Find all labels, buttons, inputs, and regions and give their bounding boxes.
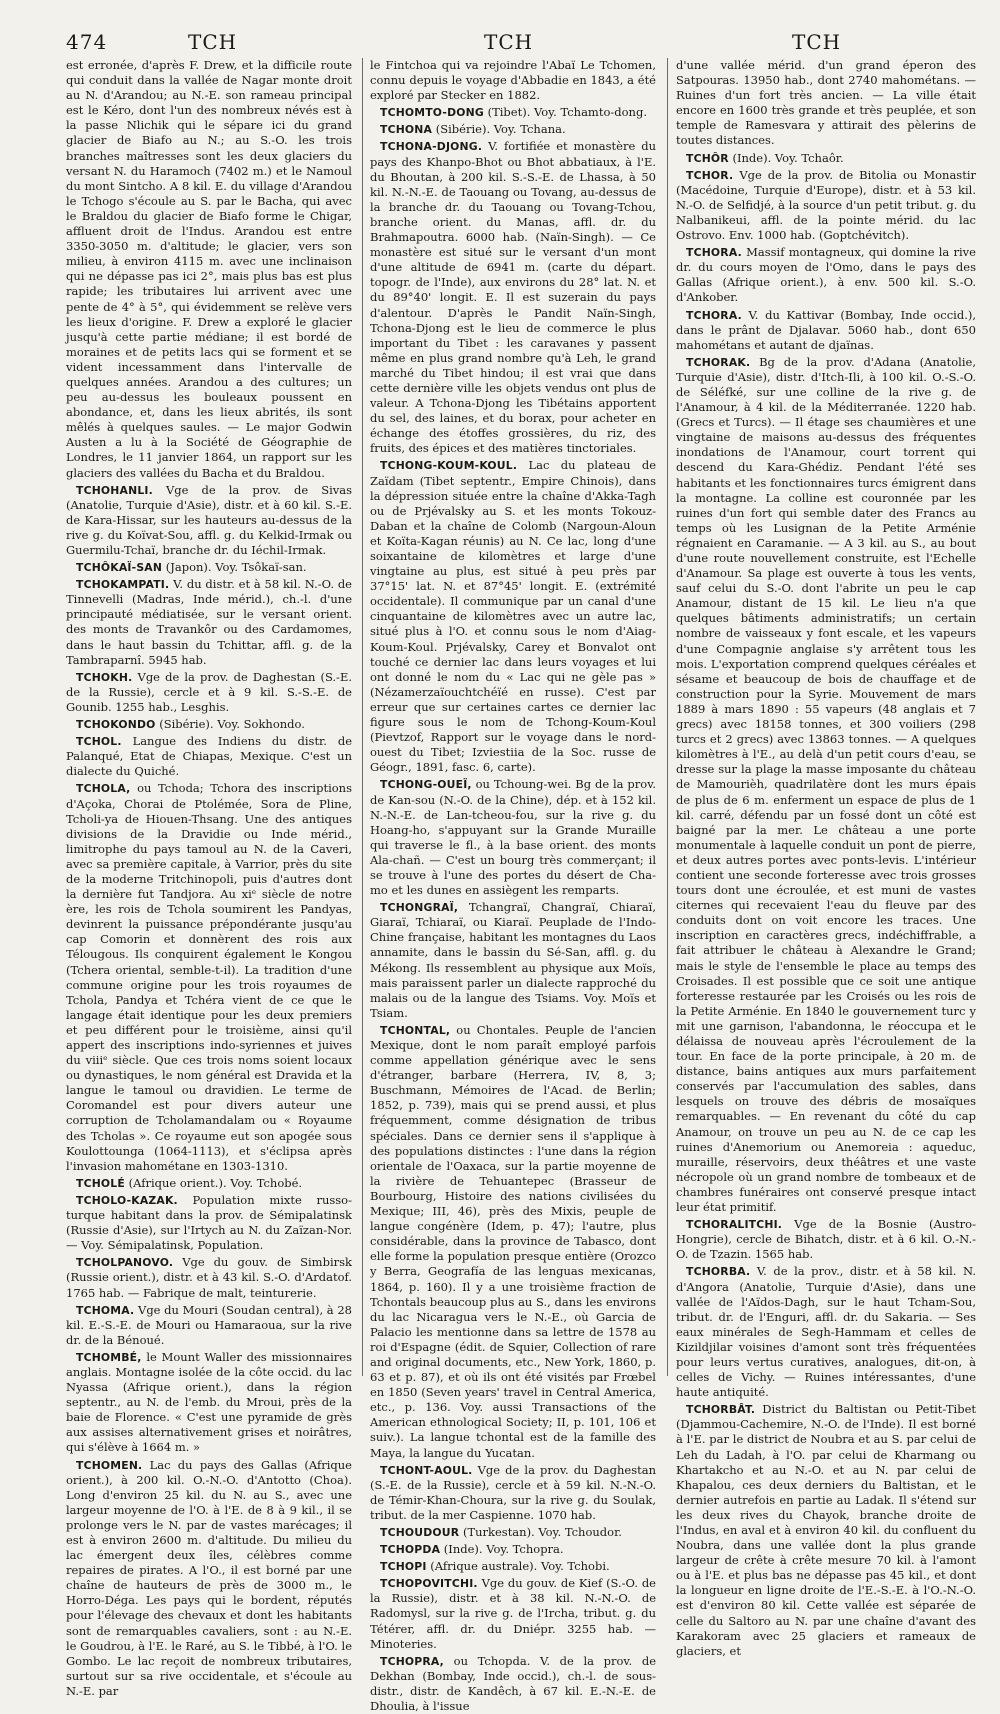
entry-text: ou Tchoung-wei. Bg de la prov. de Kan-sou (N.-O. de la Chine), dép. et à 152 kil. N.-N.-E. de Lan-tcheou-fou, sur la rive g. du Hoang-ho, s'appuyant sur la Grande Muraille qui traverse le fl., à la base orient. des monts Ala-chañ. — C'est un bourg très commerçant; il se trouve à l'une des portes du désert de Cha-mo et les dunes en assiègent les remparts.	[370, 777, 656, 898]
dictionary-entry	[676, 245, 976, 305]
entry-headword: TCHOLÉ	[76, 1176, 125, 1190]
entry-text: V. de la prov., distr. et à 58 kil. N. d'Angora (Anatolie, Turquie d'Asie), dans une vallée de l'Aïdos-Dagh, sur le haut Tcham-Sou, tribut. dr. de l'Enguri, affl. dr. du Sakaria. — Ses eaux minérales de Segh-Hammam et celles de Kizildjilar voisines d'amont sont très fréquentées pour leurs vertus curatives, analogues, dit-on, à celles de Vichy. — Ruines intéressantes, d'une haute antiquité.	[676, 1264, 976, 1400]
running-head-left: TCH	[188, 30, 238, 54]
dictionary-entry	[66, 1176, 352, 1191]
dictionary-entry	[370, 105, 656, 120]
entry-text: V. du Kattivar (Bombay, Inde occid.), dans le prânt de Djalavar. 5060 hab., dont 650 mahométans et autant de djaïnas.	[676, 307, 976, 352]
dictionary-entry	[66, 1255, 352, 1300]
entry-text: Lac du plateau de Zaïdam (Tibet septentr., Empire Chinois), dans la dépression située entre la chaîne d'Akka-Tagh ou de Prjévalsky au S. et les monts Tokouz-Daban et la chaîne de Colomb (Nargoun-Aloun et Koïta-Kagan réunis) au N. Ce lac, long d'une soixantaine de kilomètres et large d'une vingtaine au plus, est situé à peu près par 37°15' lat. N. et 87°45' longit. E. (extrémité occidentale). Il communique par un canal d'une cinquantaine de kilomètres avec un autre lac, situé plus à l'O. et connu sous le nom d'Aiag-Koum-Koul. Prjévalsky, Carey et Bonvalot ont touché ce dernier lac dans leurs voyages et lui ont donné le nom du « Lac qui ne gèle pas » (Nézamerzaïouchtchéïé en russe). C'est par erreur que sur certaines cartes ce dernier lac figure sous le nom de Tchong-Koum-Koul (Pievtzof, Rapport sur le voyage dans le nord-ouest du Tibet; Izviestiia de la Soc. russe de Géogr., 1891, fasc. 6, carte).	[370, 458, 656, 775]
entry-headword: TCHONTAL,	[380, 1023, 451, 1037]
entry-text: (Sibérie). Voy. Sokhondo.	[155, 717, 305, 732]
entry-headword: TCHOLO-KAZAK.	[76, 1193, 178, 1207]
entry-text: d'une vallée mérid. d'un grand éperon des Satpouras. 13950 hab., dont 2740 mahométans. — Ruines d'un fort très ancien. — La ville était encore en 1600 très grande et très peuplée, et son temple de Ramesvara y attirait des pèlerins de toutes distances.	[676, 58, 976, 148]
entry-text: le Mount Waller des missionnaires anglais. Montagne isolée de la côte occid. du lac Nyassa (Afrique orient.), dans la région septentr., au N. de l'emb. du Mroui, près de la baie de Florence. « C'est une pyramide de grès aux assises alternativement grises et noirâtres, qui s'élève à 1664 m. »	[66, 1349, 352, 1455]
entry-text: Vge de la Bosnie (Austro-Hongrie), cercle de Bihatch, distr. et à 6 kil. O.-N.-O. de Tzazin. 1565 hab.	[676, 1217, 976, 1262]
column-divider	[667, 58, 668, 1376]
dictionary-entry	[676, 355, 976, 1215]
entry-text: Vge de la prov. de Daghestan (S.-E. de la Russie), cercle et à 9 kil. S.-S.-E. de Gounib. 1255 hab., Lesghis.	[66, 669, 352, 714]
entry-headword: TCHONGRAÏ,	[380, 901, 459, 915]
entry-headword: TCHOLPANOVO.	[76, 1256, 174, 1270]
entry-text: Vge du gouv. de Kief (S.-O. de la Russie), distr. et à 38 kil. N.-N.-O. de Radomysl, sur la rive g. de l'Ircha, tribut. g. du Tétérer, affl. dr. du Dniépr. 3255 hab. — Minoteries.	[370, 1576, 656, 1651]
dictionary-entry	[66, 1350, 352, 1456]
entry-headword: TCHÔR	[686, 151, 729, 165]
entry-text: Vge du gouv. de Simbirsk (Russie orient.), distr. et à 43 kil. S.-O. d'Ardatof. 1765 hab. — Fabrique de malt, teinturerie.	[66, 1255, 352, 1300]
dictionary-entry	[676, 58, 976, 149]
entry-headword: TCHOPI	[380, 1560, 427, 1574]
dictionary-entry	[66, 1303, 352, 1348]
entry-headword: TCHONG-OUEÏ,	[380, 778, 472, 792]
entry-headword: TCHONA-DJONG.	[380, 140, 483, 154]
entry-text: Massif montagneux, qui domine la rive dr. du cours moyen de l'Omo, dans le pays des Gallas (Afrique orient.), à env. 500 kil. S.-O. d'Ankober.	[676, 245, 976, 305]
dictionary-entry	[66, 717, 352, 732]
entry-text: V. fortifiée et monastère du pays des Khanpo-Bhot ou Bhot abbatiaux, à l'E. du Bhoutan, à 200 kil. S.-S.-E. de Lhassa, à 50 kil. N.-N.-E. de Taouang ou Tovang, au-dessus de la branche dr. du Taouang ou Tovang-Tchou, branche orient. du Manas, affl. dr. du Brahmapoutra. 6000 hab. (Naïn-Singh). — Ce monastère est situé sur le versant d'un mont d'une altitude de 6941 m. (carte du départ. topogr. de l'Inde), aux environs du 28° lat. N. et du 89°40' longit. E. Il est suzerain du pays d'alentour. D'après le Pandit Naïn-Singh, Tchona-Djong est le lieu de commerce le plus important du Tibet : les caravanes y passent même en plus grand nombre qu'à Leh, le grand marché du Tibet hindou; il est vrai que dans cette dernière ville les objets vendus ont plus de valeur. A Tchona-Djong les Tibétains apportent du sel, des laines, et du borax, pour acheter en échange des étoffes grossières, du riz, des fruits, des épices et des matières tinctoriales.	[370, 139, 656, 456]
dictionary-entry	[66, 1458, 352, 1700]
dictionary-entry	[66, 483, 352, 558]
entry-headword: TCHOKAMPATI.	[76, 578, 170, 592]
entry-headword: TCHOMTO-DONG	[380, 106, 484, 120]
entry-text: Vge de la prov. de Bitolia ou Monastir (Macédoine, Turquie d'Europe), distr. et à 53 kil. N.-O. de Selfidjé, à la source d'un petit tribut. g. du Nalbanikeui, affl. de la pointe mérid. du lac Ostrovo. Env. 1000 hab. (Goptchévitch).	[676, 167, 976, 243]
entry-text: V. du distr. et à 58 kil. N.-O. de Tinnevelli (Madras, Inde mérid.), ch.-l. d'une principauté médiatisée, sur le versant orient. des monts de Travankôr ou des Cardamomes, dans le haut bassin du Tchittar, affl. g. de la Tambraparnî. 5945 hab.	[66, 577, 352, 667]
dictionary-entry	[370, 1576, 656, 1651]
entry-text: Population mixte russo-turque habitant dans la prov. de Sémipalatinsk (Russie d'Asie), sur l'Irtych au N. du Zaïzan-Nor. — Voy. Sémipalatinsk, Population.	[66, 1192, 352, 1253]
dictionary-entry	[66, 1193, 352, 1253]
entry-headword: TCHOLA,	[76, 782, 131, 796]
entry-headword: TCHORAK.	[686, 355, 751, 369]
entry-text: Lac du pays des Gallas (Afrique orient.), à 200 kil. O.-N.-O. d'Antotto (Choa). Long d'environ 25 kil. du N. au S., avec une largeur moyenne de l'O. à l'E. de 8 à 9 kil., il se prolonge vers le N. par de vastes marécages; il est à environ 2600 m. d'altitude. Du milieu du lac émergent deux îles, célèbres comme repaires de pirates. A l'O., il est borné par une chaîne de hauteurs de près de 3000 m., le Horro-Déga. Les pays qui le bordent, réputés pour l'élevage des chevaux et dont les habitants sont de remarquables cavaliers, sont : au N.-E. le Goudrou, à l'E. le Raré, au S. le Tibbé, à l'O. le Gombo. Le lac reçoit de nombreux tributaires, surtout sur sa rive occidentale, et s'écoule au N.-E. par	[66, 1457, 352, 1698]
entry-text: Langue des Indiens du distr. de Palanqué, Etat de Chiapas, Mexique. C'est un dialecte du Quiché.	[66, 734, 352, 779]
entry-headword: TCHORALITCHI.	[686, 1218, 783, 1232]
dictionary-entry	[370, 1023, 656, 1461]
entry-text: ou Chontales. Peuple de l'ancien Mexique, dont le nom paraît employé parfois comme appellation générique avec le sens d'étranger, barbare (Herrera, IV, 8, 3; Buschmann, Mémoires de l'Acad. de Berlin; 1852, p. 739), mais qui se prend aussi, et plus fréquemment, comme désignation de tribus spéciales. Dans ce dernier sens il s'applique à des populations distinctes : l'une dans la région orientale de l'Oaxaca, sur la partie moyenne de la rivière de Tehuantepec (Brasseur de Bourbourg, Histoire des nations civilisées du Mexique; III, 46), près des Mixis, peuple de langue congénère (Idem, p. 47); l'autre, plus considérable, dans la province de Tabasco, dont elle forme la population presque entière (Orozco y Berra, Geografía de las lenguas mexicanas, 1864, p. 160). Il y a une troisième fraction de Tchontals beaucoup plus au S., dans les environs du lac Nicaragua vers le N.-E., où Garcia de Palacio les mentionne dans sa lettre de 1578 au roi d'Espagne (édit. de Squier, Collection of rare and original documents, etc., New York, 1860, p. 63 et p. 87), et où ils ont été visités par Frœbel en 1850 (Seven years' travel in Central America, etc., p. 136. Voy. aussi Transactions of the American ethnological Society; II, p. 101, 106 et suiv.). La langue tchontal est de la famille des Maya, la langue du Yucatan.	[370, 1022, 656, 1460]
dictionary-entry	[676, 1217, 976, 1262]
entry-headword: TCHOMBÉ,	[76, 1350, 142, 1364]
entry-headword: TCHOPDA	[380, 1543, 441, 1557]
entry-headword: TCHÔKAÏ-SAN	[76, 561, 163, 575]
dictionary-entry	[370, 1463, 656, 1523]
text-column-1	[66, 58, 352, 1698]
dictionary-entry	[370, 1559, 656, 1574]
entry-text: est erronée, d'après F. Drew, et la difficile route qui conduit dans la vallée de Nagar monte droit au N. d'Arandou; au N.-E. son rameau principal est le Kéro, dont l'un des nombreux névés est à la passe Nlichik qui le sépare ici du grand glacier de Biafo au N.; au S.-O. les trois branches maîtresses sont les deux glaciers du versant N. du Haramoch (7402 m.) et le Namoul du mont Sintcho. A 8 kil. E. du village d'Arandou le Tchogo s'écoule au S. par le Bacha, qui avec le Braldou du glacier de Biafo forme le Chigar, affluent droit de l'Indus. Arandou est entre 3350-3050 m. d'altitude; le glacier, vers son milieu, à environ 4115 m. avec une inclinaison qui ne dépasse pas ici 2°, mais plus bas est plus rapide; les tributaires lui arrivent avec une pente de 4° à 5°, qui évidemment se relève vers les lieux d'origine. F. Drew a exploré le glacier jusqu'à cette partie médiane; il est bordé de moraines et de petits lacs qui se forment et se vident incessamment dans l'intervalle de quelques années. Arandou a des cultures; un peu au-dessus les bouleaux poussent en abondance, et, dans les lieux abrités, ils sont mêlés à quelques saules. — Le major Godwin Austen a lu à la Société de Géographie de Londres, le 11 janvier 1864, un rapport sur les glaciers des vallées du Bacha et du Braldou.	[66, 58, 352, 480]
entry-headword: TCHONA	[380, 123, 433, 137]
dictionary-entry	[370, 777, 656, 898]
dictionary-entry	[370, 458, 656, 775]
entry-headword: TCHOPOVITCHI.	[380, 1577, 478, 1591]
entry-headword: TCHOR.	[686, 168, 734, 182]
entry-text: (Afrique australe). Voy. Tchobi.	[426, 1559, 610, 1574]
dictionary-entry	[370, 139, 656, 456]
entry-headword: TCHOKONDO	[76, 718, 156, 732]
entry-text: (Tibet). Voy. Tchamto-dong.	[483, 105, 647, 120]
entry-headword: TCHOUDOUR	[380, 1526, 460, 1539]
dictionary-entry	[676, 168, 976, 243]
entry-text: Bg de la prov. d'Adana (Anatolie, Turquie d'Asie), distr. d'Itch-Ili, à 100 kil. O.-S.-O. de Séléfké, sur une colline de la rive g. de l'Anamour, à 4 kil. de la Méditerranée. 1220 hab. (Grecs et Turcs). — Il étage ses chaumières et une vingtaine de maisons au-dessus des fréquentes inondations de l'Anamour, court torrent qui descend du Kara-Ghédiz. Pendant l'été ses habitants et les fonctionnaires turcs émigrent dans la montagne. La colline est couronnée par les ruines d'un fort qui semble dater des Francs au temps où les Lusignan de la Petite Arménie régnaient en Caramanie. — A 3 kil. au S., au bout d'une route nouvellement construite, est l'Echelle d'Anamour. Sa plage est ouverte à tous les vents, sauf celui du S.-O. dont l'abrite un peu le cap Anamour, distant de 15 kil. Le lieu n'a que quelques bâtiments administratifs; un certain nombre de vaisseaux y font escale, et les vapeurs d'une Compagnie anglaise s'y arrêtent tous les mois. L'exportation comprend quelques céréales et sésame et beaucoup de bois de chauffage et de construction pour la Syrie. Mouvement de mars 1889 à mars 1890 : 55 vapeurs (48 anglais et 7 grecs) avec 18158 tonnes, et 300 voiliers (298 turcs et 2 grecs) avec 13863 tonnes. — A quelques kilomètres à l'E., au delà d'un petit cours d'eau, se dresse sur la plage la masse imposante du château de Mamourièh, quadrilatère dont les murs épais de plus de 6 m. enferment un espace de plus de 1 kil. carré, défendu par un fossé dont un côté est baigné par la mer. Le château a une porte monumentale à laquelle conduit un pont de pierre, et deux autres portes avec ponts-levis. L'intérieur contient une seconde forteresse avec trois grosses tours dont une écroulée, et est muni de vastes citernes qui recevaient l'eau du fleuve par des conduits dont on voit encore les traces. Une inscription en caractères grecs, indéchiffrable, a fait attribuer le château à Alexandre le Grand; mais le style de l'ensemble le place au temps des Croisades. Il est possible que ce soit une antique forteresse restaurée par les Croisés ou les rois de la Petite Arménie. En 1840 le gouvernement turc y mit une garnison, l'abandonna, le réoccupa et le délaissa de nouveau après l'écroulement de la tour. En face de la porte principale, à 20 m. de distance, bains antiques aux murs parfaitement conservés par l'accumulation des sables, dans lesquels on trouve des débris de mosaïques remarquables. — En revenant du côté du cap Anamour, on trouve un peu au N. de ce cap les ruines d'Anemorium ou Anemoreia : aqueduc, muraille, réservoirs, deux théâtres et une vaste nécropole où un grand nombre de tombeaux et de chambres funéraires ont conservé presque intact leur état primitif.	[676, 354, 976, 1215]
entry-headword: TCHONT-AOUL.	[380, 1463, 473, 1477]
entry-headword: TCHOKH.	[76, 670, 133, 684]
entry-headword: TCHORBÂT.	[686, 1403, 756, 1417]
entry-headword: TCHORBA.	[686, 1265, 751, 1279]
dictionary-entry	[66, 781, 352, 1173]
entry-text: le Fintchoa qui va rejoindre l'Abaï Le Tchomen, connu depuis le voyage d'Abbadie en 1843, a été exploré par Stecker en 1882.	[370, 58, 656, 103]
entry-headword: TCHONG-KOUM-KOUL.	[380, 459, 518, 473]
dictionary-entry	[676, 308, 976, 353]
entry-headword: TCHORA.	[686, 246, 742, 260]
entry-headword: TCHOHANLI.	[76, 483, 153, 497]
entry-headword: TCHOMEN.	[76, 1458, 143, 1472]
dictionary-entry	[370, 58, 656, 103]
entry-headword: TCHOPRA,	[380, 1654, 444, 1668]
text-column-3	[676, 58, 976, 1658]
entry-text: (Inde). Voy. Tchaôr.	[728, 150, 844, 165]
entry-text: Vge de la prov. du Daghestan (S.-E. de la Russie), cercle et à 59 kil. N.-N.-O. de Témir-Khan-Choura, sur la rive g. du Soulak, tribut. de la mer Caspienne. 1070 hab.	[370, 1462, 656, 1522]
entry-text: Vge du Mouri (Soudan central), à 28 kil. E.-S.-E. de Mouri ou Hamaraoua, sur la rive dr. de la Bénoué.	[66, 1302, 352, 1347]
dictionary-entry	[370, 1654, 656, 1714]
text-column-2	[370, 58, 656, 1714]
running-head-center: TCH	[484, 30, 534, 54]
entry-text: Vge de la prov. de Sivas (Anatolie, Turquie d'Asie), distr. et à 60 kil. S.-E. de Kara-Hissar, sur les hauteurs au-dessus de la rive g. du Koïvat-Sou, affl. g. du Kelkid-Irmak ou Guermilu-Tchaï, branche dr. du Iéchil-Irmak.	[66, 482, 352, 557]
entry-text: (Inde). Voy. Tchopra.	[440, 1542, 564, 1557]
dictionary-entry	[66, 560, 352, 575]
entry-text: ou Tchoda; Tchora des inscriptions d'Açoka, Chorai de Ptolémée, Sora de Pline, Tcholi-ya de Hiouen-Thsang. Une des antiques divisions de la Dravidie ou Inde mérid., limitrophe du pays tamoul au N. de la Caveri, avec sa première capitale, à Varrior, près du site de la moderne Tritchinopoli, puis d'autres dont la dernière fut Tandjora. Au xiᵉ siècle de notre ère, les rois de Tchola soumirent les Pandyas, devinrent la puissance prépondérante jusqu'au cap Comorin et donnèrent des rois aux Télougous. Ils conquirent également le Kongou (Tchera oriental, semble-t-il). La tradition d'une commune origine pour les trois royaumes de Tchola, Pandya et Tchéra vient de ce que le langage était identique pour les deux premiers et peu différent pour le troisième, ainsi qu'il appert des inscriptions indo-syriennes et juives du viiiᵉ siècle. Que ces trois noms soient locaux ou dynastiques, le nom général est Dravida et la langue le tamoul ou dravidien. Le terme de Coromandel est pour divers auteur une corruption de Tcholamandalam ou « Royaume des Tcholas ». Ce royaume eut son apogée sous Koulottounga (1064-1113), et s'éclipsa après l'invasion mahométane en 1303-1310.	[66, 781, 352, 1173]
page-number: 474	[66, 30, 108, 54]
dictionary-entry	[370, 900, 656, 1021]
dictionary-entry	[676, 1402, 976, 1659]
dictionary-entry	[370, 1525, 656, 1540]
running-head-right: TCH	[792, 30, 842, 54]
dictionary-entry	[370, 1542, 656, 1557]
dictionary-entry	[370, 122, 656, 137]
dictionary-entry	[66, 577, 352, 668]
dictionary-entry	[66, 670, 352, 715]
entry-text: (Afrique orient.). Voy. Tchobé.	[124, 1175, 303, 1190]
entry-text: (Japon). Voy. Tsôkaï-san.	[162, 560, 307, 575]
entry-text: (Turkestan). Voy. Tchoudor.	[459, 1525, 622, 1539]
entry-headword: TCHOMA.	[76, 1303, 135, 1317]
entry-text: (Sibérie). Voy. Tchana.	[432, 122, 566, 137]
dictionary-entry	[676, 1264, 976, 1400]
dictionary-entry	[66, 734, 352, 779]
entry-text: Tchangraï, Changraï, Chiaraï, Giaraï, Tchiaraï, ou Kiaraï. Peuplade de l'Indo-Chine française, habitant les montagnes du Laos annamite, dans le bassin du Sé-San, affl. g. du Mékong. Ils ressemblent au physique aux Moïs, mais paraissent parler un dialecte rapproché du malais ou de la langue des Tsiams. Voy. Moïs et Tsiam.	[370, 900, 656, 1020]
entry-text: District du Baltistan ou Petit-Tibet (Djammou-Cachemire, N.-O. de l'Inde). Il est borné à l'E. par le district de Noubra et au S. par celui de Leh du Ladah, à l'O. par celui de Kharmang ou Khartakcho et au N.-O. et au N. par celui de Khapalou, ces deux derniers du Baltistan, et le dernier autrefois en partie au Ladak. Il s'étend sur les deux rives du Chayok, branche droite de l'Indus, en aval et à environ 40 kil. du confluent du Noubra, dans une vallée dont la plus grande largeur de crête à crête mesure 70 kil. à l'amont ou à l'E. et plus bas ne dépasse pas 45 kil., et dont la longueur en ligne droite de l'E.-S.-E. à l'O.-N.-O. est d'environ 80 kil. Cette vallée est séparée de celle du Saltoro au N. par une chaîne d'avant des Karakoram avec 25 glaciers et rameaux de glaciers, et	[676, 1402, 976, 1658]
dictionary-entry	[676, 151, 976, 166]
column-divider	[362, 58, 363, 1376]
entry-headword: TCHORA.	[686, 308, 742, 322]
entry-text: ou Tchopda. V. de la prov. de Dekhan (Bombay, Inde occid.), ch.-l. de sous-distr., distr. de Kandêch, à 67 kil. E.-N.-E. de Dhoulia, à l'issue	[370, 1653, 656, 1714]
dictionary-entry	[66, 58, 352, 481]
entry-headword: TCHOL.	[76, 735, 122, 749]
